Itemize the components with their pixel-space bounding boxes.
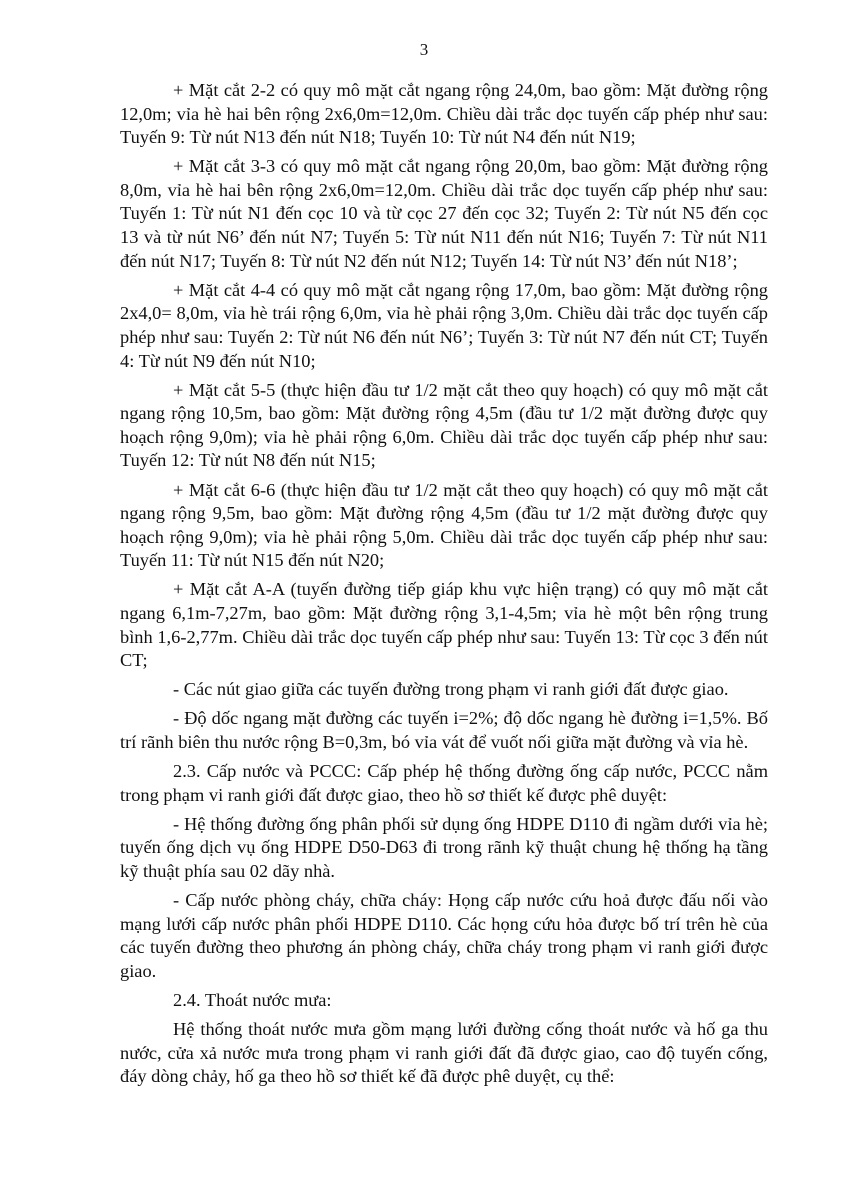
paragraph-distribution-pipes: - Hệ thống đường ống phân phối sử dụng ống HDPE D110 đi ngầm dưới vỉa hè; tuyến ống dịch vụ ống HDPE D50-D63 đi trong rãnh kỹ thuật chung hệ thống hạ tầng kỹ thuật phía sau 02 dãy nhà. (120, 813, 768, 881)
paragraph-cross-section-4-4: + Mặt cắt 4-4 có quy mô mặt cắt ngang rộng 17,0m, bao gồm: Mặt đường rộng 2x4,0= 8,0m, vỉa hè trái rộng 6,0m, vỉa hè phải rộng 3,0m. Chiều dài trắc dọc tuyến cấp phép như sau: Tuyến 2: Từ nút N6 đến nút N6’; Tuyến 3: Từ nút N7 đến nút CT; Tuyến 4: Từ nút N9 đến nút N10; (120, 279, 768, 371)
paragraph-stormwater-system: Hệ thống thoát nước mưa gồm mạng lưới đường cống thoát nước và hố ga thu nước, cửa xả nước mưa trong phạm vi ranh giới đất đã được giao, cao độ tuyến cống, đáy dòng chảy, hố ga theo hồ sơ thiết kế đã được phê duyệt, cụ thể: (120, 1018, 768, 1087)
paragraph-intersections: - Các nút giao giữa các tuyến đường trong phạm vi ranh giới đất được giao. (173, 679, 729, 700)
document-body (120, 79, 768, 1094)
paragraph-cross-section-5-5: + Mặt cắt 5-5 (thực hiện đầu tư 1/2 mặt cắt theo quy hoạch) có quy mô mặt cắt ngang rộng 10,5m, bao gồm: Mặt đường rộng 4,5m (đầu tư 1/2 mặt đường được quy hoạch rộng 9,0m); vỉa hè phải rộng 6,0m. Chiều dài trắc dọc tuyến cấp phép như sau: Tuyến 12: Từ nút N8 đến nút N15; (120, 379, 768, 471)
section-heading-stormwater: 2.4. Thoát nước mưa: (173, 989, 332, 1010)
paragraph-cross-section-3-3: + Mặt cắt 3-3 có quy mô mặt cắt ngang rộng 20,0m, bao gồm: Mặt đường rộng 8,0m, vỉa hè hai bên rộng 2x6,0m=12,0m. Chiều dài trắc dọc tuyến cấp phép như sau: Tuyến 1: Từ nút N1 đến cọc 10 và từ cọc 27 đến cọc 32; Tuyến 2: Từ nút N5 đến cọc 13 và từ nút N6’ đến nút N7; Tuyến 5: Từ nút N11 đến nút N16; Tuyến 7: Từ nút N11 đến nút N17; Tuyến 8: Từ nút N2 đến nút N12; Tuyến 14: Từ nút N3’ đến nút N18’; (120, 156, 768, 271)
paragraph-cross-section-a-a: + Mặt cắt A-A (tuyến đường tiếp giáp khu vực hiện trạng) có quy mô mặt cắt ngang 6,1m-7,27m, bao gồm: Mặt đường rộng 3,1-4,5m; vỉa hè một bên rộng trung bình 1,6-2,77m. Chiều dài trắc dọc tuyến cấp phép như sau: Tuyến 13: Từ cọc 3 đến nút CT; (120, 579, 768, 671)
page-number: 3 (419, 40, 429, 59)
paragraph-fire-water-supply: - Cấp nước phòng cháy, chữa cháy: Họng cấp nước cứu hoả được đấu nối vào mạng lưới cấp nước phân phối HDPE D110. Các họng cứu hỏa được bố trí trên hè của các tuyến đường theo phương án phòng cháy, chữa cháy trong phạm vi ranh giới được giao. (120, 890, 768, 981)
paragraph-slopes: - Độ dốc ngang mặt đường các tuyến i=2%; độ dốc ngang hè đường i=1,5%. Bố trí rãnh biên thu nước rộng B=0,3m, bó vỉa vát để vuốt nối giữa mặt đường và vỉa hè. (120, 708, 768, 752)
section-heading-water-supply: 2.3. Cấp nước và PCCC: Cấp phép hệ thống đường ống cấp nước, PCCC nằm trong phạm vi ranh giới đất được giao, theo hồ sơ thiết kế được phê duyệt: (120, 761, 768, 805)
paragraph-cross-section-6-6: + Mặt cắt 6-6 (thực hiện đầu tư 1/2 mặt cắt theo quy hoạch) có quy mô mặt cắt ngang rộng 9,5m, bao gồm: Mặt đường rộng 4,5m (đầu tư 1/2 mặt đường được quy hoạch rộng 9,0m); vỉa hè phải rộng 5,0m. Chiều dài trắc dọc tuyến cấp phép như sau: Tuyến 11: Từ nút N15 đến nút N20; (120, 479, 768, 571)
paragraph-cross-section-2-2: + Mặt cắt 2-2 có quy mô mặt cắt ngang rộng 24,0m, bao gồm: Mặt đường rộng 12,0m; vỉa hè hai bên rộng 2x6,0m=12,0m. Chiều dài trắc dọc tuyến cấp phép như sau: Tuyến 9: Từ nút N13 đến nút N18; Tuyến 10: Từ nút N4 đến nút N19; (120, 80, 768, 148)
